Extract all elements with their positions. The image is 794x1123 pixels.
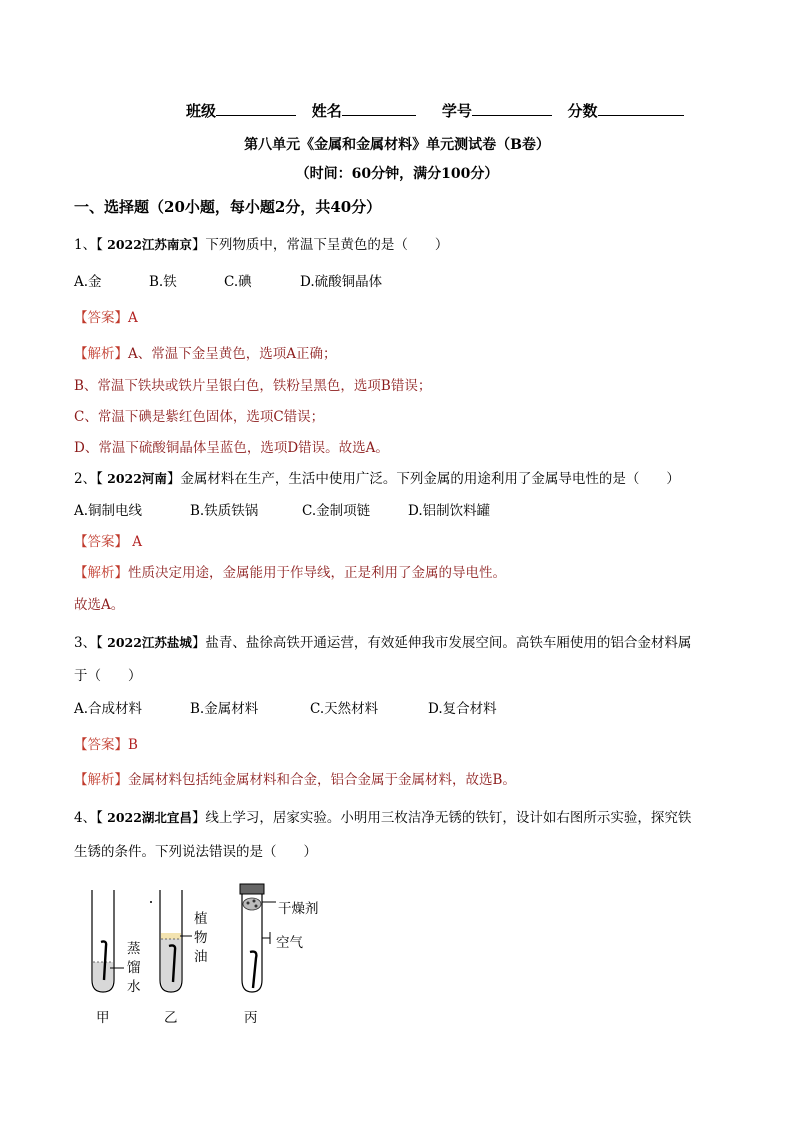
question-1-analysis-line: C、常温下碘是紫红色固体，选项C错误； [74,409,325,425]
option-a[interactable]: A.铜制电线 [74,503,143,519]
student-info-line [186,100,684,121]
question-3-stem-cont: 于（ ） [74,668,142,684]
option-d[interactable]: D.复合材料 [428,701,497,717]
question-2-options [74,499,574,517]
question-number: 3、【 [74,635,108,651]
question-2-stem [74,467,680,487]
option-b[interactable]: B.铁质铁锅 [190,503,259,519]
question-3-analysis-line [74,768,516,788]
question-source: 2022河南 [107,471,167,486]
question-text: 】金属材料在生产，生活中使用广泛。下列金属的用途利用了金属导电性的是（ ） [166,471,680,487]
rust-experiment-diagram [80,880,340,1030]
page-title: 第八单元《金属和金属材料》单元测试卷（B卷） [244,137,550,153]
tube-label-bing: 丙 [244,1010,258,1026]
option-c[interactable]: C.金制项链 [302,503,371,519]
answer-value: A [128,310,138,326]
option-a[interactable]: A.合成材料 [74,701,143,717]
class-label: 班级 [186,102,217,120]
analysis-text: A、常温下金呈黄色，选项A正确； [128,346,337,362]
question-text: 】盐青、盐徐高铁开通运营，有效延伸我市发展空间。高铁车厢使用的铝合金材料属 [191,635,692,651]
oil-label: 植 物 油 [194,911,208,965]
name-label: 姓名 [311,102,342,120]
number-blank[interactable] [472,101,552,116]
section-heading: 一、选择题（20小题，每小题2分，共40分） [74,198,382,216]
question-text: 】线上学习，居家实验。小明用三枚洁净无锈的铁钉，设计如右图所示实验，探究铁 [191,810,692,826]
question-source: 2022江苏南京 [107,237,192,252]
tube-yi [150,890,182,992]
tube-bing [240,884,276,992]
question-text: 】下列物质中，常温下呈黄色的是（ ） [191,237,449,253]
water-label: 蒸 馏 水 [127,941,141,995]
class-blank[interactable] [216,101,296,116]
analysis-label: 【解析】 [74,772,128,788]
score-blank[interactable] [598,101,684,116]
score-label: 分数 [567,102,598,120]
question-number: 2、【 [74,471,108,487]
air-label: 空气 [276,935,303,951]
analysis-text: 性质决定用途，金属能用于作导线，正是利用了金属的导电性。 [128,565,506,581]
question-number: 4、【 [74,810,108,826]
answer-value: B [128,737,138,753]
answer-value: A [128,534,143,550]
option-d[interactable]: D.硫酸铜晶体 [300,274,383,290]
question-3-stem [74,631,691,651]
question-2-answer [74,530,142,550]
question-3-answer [74,733,138,753]
question-source: 2022湖北宜昌 [107,810,192,825]
option-c[interactable]: C.碘 [224,274,252,290]
page-subtitle: （时间：60分钟，满分100分） [295,166,499,182]
desiccant-label: 干燥剂 [278,901,319,917]
option-b[interactable]: B.铁 [149,274,177,290]
option-b[interactable]: B.金属材料 [190,701,259,717]
analysis-text: 金属材料包括纯金属材料和合金，铝合金属于金属材料，故选B。 [128,772,516,788]
question-1-answer [74,306,138,326]
question-1-analysis-line: D、常温下硫酸铜晶体呈蓝色，选项D错误。故选A。 [74,440,389,456]
question-3-options [74,697,574,715]
question-1-options [74,270,474,288]
answer-label: 【答案】 [74,737,128,753]
analysis-label: 【解析】 [74,346,128,362]
question-1-stem [74,233,448,253]
question-1-analysis-line: B、常温下铁块或铁片呈银白色，铁粉呈黑色，选项B错误； [74,378,432,394]
question-number: 1、【 [74,237,108,253]
option-d[interactable]: D.铝制饮料罐 [408,503,491,519]
question-source: 2022江苏盐城 [107,635,192,650]
tube-label-yi: 乙 [164,1010,178,1026]
tube-label-jia: 甲 [96,1010,110,1026]
answer-label: 【答案】 [74,310,128,326]
option-c[interactable]: C.天然材料 [310,701,379,717]
answer-label: 【答案】 [74,534,128,550]
question-2-analysis-line: 故选A。 [74,597,125,613]
number-label: 学号 [441,102,472,120]
question-4-stem-cont: 生锈的条件。下列说法错误的是（ ） [74,844,317,860]
name-blank[interactable] [342,101,416,116]
tube-jia [92,890,114,992]
option-a[interactable]: A.金 [74,274,102,290]
question-2-analysis-line [74,561,506,581]
question-4-stem [74,806,691,826]
question-1-analysis-line [74,342,337,362]
analysis-label: 【解析】 [74,565,128,581]
